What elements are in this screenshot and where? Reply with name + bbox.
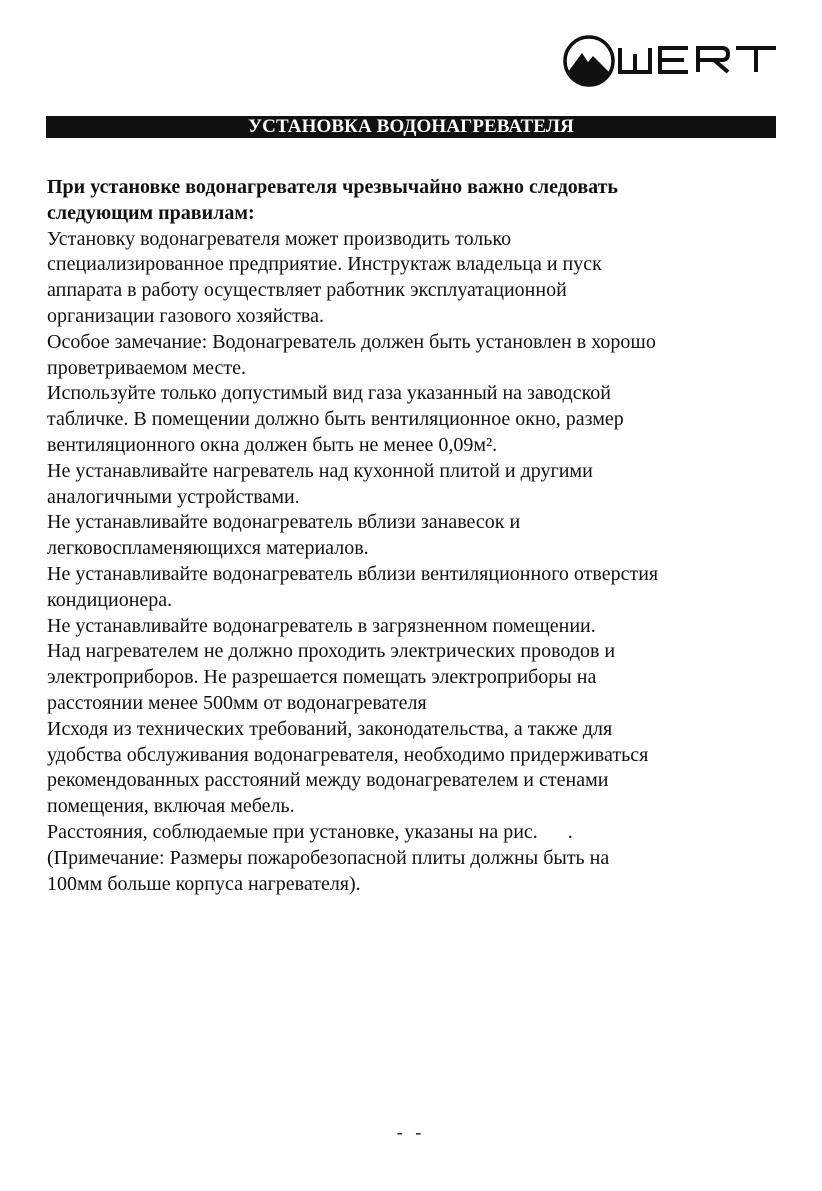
text-line: Не устанавливайте водонагреватель вблизи занавесок и — [47, 511, 521, 534]
section-title-bar — [46, 116, 776, 138]
text-line: аппарата в работу осуществляет работник эксплуатационной — [47, 279, 567, 302]
text-line: кондиционера. — [47, 588, 173, 611]
text-line: Расстояния, соблюдаемые при установке, указаны на рис. . — [47, 820, 573, 843]
text-line: аналогичными устройствами. — [47, 485, 300, 508]
text-line: электроприборов. Не разрешается помещать электроприборы на — [47, 666, 597, 689]
text-line: табличке. В помещении должно быть вентиляционное окно, размер — [47, 408, 624, 431]
text-line: 100мм больше корпуса нагревателя). — [47, 872, 361, 895]
lead-line-2: следующим правилам: — [47, 201, 255, 224]
lead-line-1: При установке водонагревателя чрезвычайно важно следовать — [47, 176, 618, 198]
page-number: - - — [396, 1122, 426, 1142]
text-line: Используйте только допустимый вид газа указанный на заводской — [47, 382, 612, 405]
wert-logo-graphic — [562, 34, 782, 90]
text-line: Исходя из технических требований, законодательства, а также для — [47, 717, 613, 740]
wert-logo — [562, 34, 782, 90]
text-line: Не устанавливайте нагреватель над кухонной плитой и другими — [47, 459, 593, 482]
text-line: Не устанавливайте водонагреватель в загрязненном помещении. — [47, 614, 596, 637]
text-line: вентиляционного окна должен быть не менее 0,09м². — [47, 433, 498, 456]
instructions-body — [47, 175, 787, 897]
text-line: проветриваемом месте. — [47, 356, 246, 379]
text-line: (Примечание: Размеры пожаробезопасной плиты должны быть на — [47, 846, 610, 869]
text-line: организации газового хозяйства. — [47, 304, 324, 327]
text-line: расстоянии менее 500мм от водонагревателя — [47, 691, 427, 714]
text-line: рекомендованных расстояний между водонагревателем и стенами — [47, 769, 609, 792]
text-line: Особое замечание: Водонагреватель должен быть установлен в хорошо — [47, 330, 656, 353]
section-title: УСТАНОВКА ВОДОНАГРЕВАТЕЛЯ — [248, 116, 574, 137]
text-line: Установку водонагревателя может производить только — [47, 227, 512, 250]
text-line: помещения, включая мебель. — [47, 795, 295, 818]
text-line: специализированное предприятие. Инструктаж владельца и пуск — [47, 253, 602, 276]
text-line: Над нагревателем не должно проходить электрических проводов и — [47, 640, 616, 663]
text-line: Не устанавливайте водонагреватель вблизи вентиляционного отверстия — [47, 562, 659, 585]
text-line: удобства обслуживания водонагревателя, необходимо придерживаться — [47, 743, 649, 766]
text-line: легковоспламеняющихся материалов. — [47, 537, 369, 560]
